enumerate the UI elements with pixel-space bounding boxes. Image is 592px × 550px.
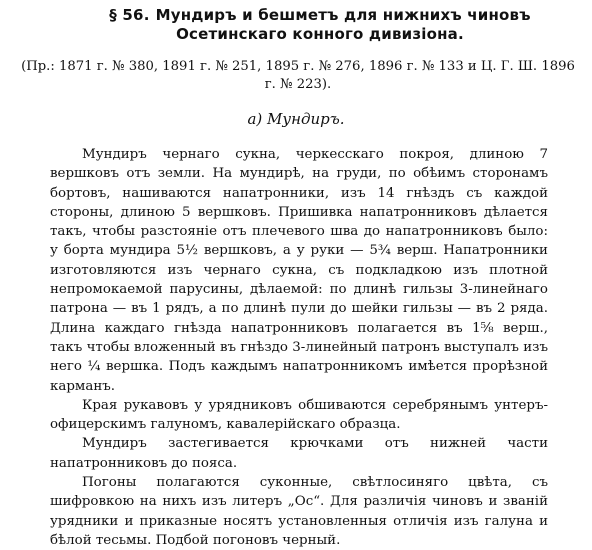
references-line: (Пр.: 1871 г. № 380, 1891 г. № 251, 1895 г. № 276, 1896 г. № 133 и Ц. Г. Ш. 1896 г. № 223). xyxy=(21,59,575,92)
paragraph: Края рукавовъ у урядниковъ обшиваются серебрянымъ унтеръ-офицерскимъ галуномъ, кавалерійскаго образца. xyxy=(50,397,548,433)
body-text xyxy=(50,145,548,550)
section-number: § 56. xyxy=(109,6,150,24)
section-heading xyxy=(60,6,580,44)
section-title: Мундиръ и бешметъ для нижнихъ чиновъ Осетинскаго конного дивизіона. xyxy=(155,6,531,43)
paragraph: Мундиръ застегивается крючками отъ нижней части напатронниковъ до пояса. xyxy=(50,436,548,471)
paragraph: Мундиръ чернаго сукна, черкесскаго покроя, длиною 7 вершковъ отъ земли. На мундирѣ, на груди, по обѣимъ сторонамъ бортовъ, нашиваются напатронники, изъ 14 гнѣздъ съ каждой стороны, длиною 5 вершковъ. Пришивка напатронниковъ дѣлается такъ, чтобы разстояніе отъ плечевого шва до напатронниковъ было: у борта мундира 5½ вершковъ, а у руки — 5¾ верш. Напатронники изготовляются изъ чернаго сукна, съ подкладкою изъ плотной непромокаемой парусины, дѣлаемой: по длинѣ гильзы 3-линейнаго патрона — въ 1 рядъ, а по длинѣ пули до шейки гильзы — въ 2 ряда. Длина каждаго гнѣзда напатронниковъ полагается въ 1⅝ верш., такъ чтобы вложенный въ гнѣздо 3-линейный патронъ выступалъ изъ него ¼ вершка. Подъ каждымъ напатронникомъ имѣется прорѣзной карманъ. xyxy=(50,147,548,394)
subheading: а) Мундиръ. xyxy=(247,110,345,128)
paragraph: Погоны полагаются суконные, свѣтлосиняго цвѣта, съ шифровкою на нихъ изъ литеръ „Ос“. Для различія чиновъ и званій урядники и приказные носятъ установленныя отличія изъ галуна и бѣлой тесьмы. Подбой погоновъ черный. xyxy=(50,475,548,548)
